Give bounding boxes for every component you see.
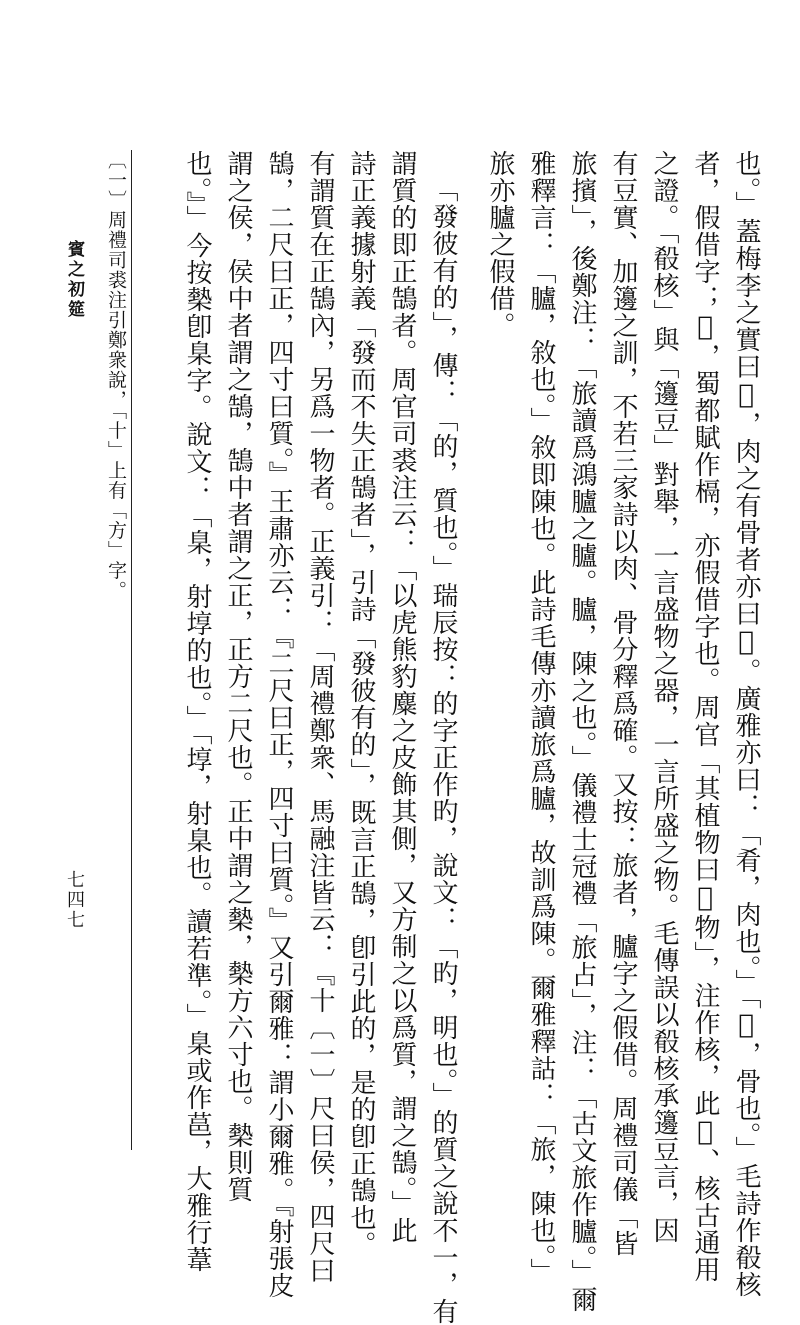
text-column: 也。』」今按槷卽臬字。說文：「臬，射埻的也。」「埻，射臬也。讀若準。」臬或作䓃，大雅行葦 xyxy=(182,150,212,1273)
text-column: 有謂質在正鵠內，另爲一物者。正義引：「周禮鄭衆、馬融注皆云：『十〔一〕尺曰侯，四尺曰 xyxy=(305,150,335,1284)
page-number: 七四七 xyxy=(64,870,85,930)
footnote: 〔一〕周禮司裘注引鄭衆說，「十」上有「方」字。 xyxy=(105,150,127,601)
footnote-rule xyxy=(131,150,132,1150)
text-column: 旅亦臚之假借。 xyxy=(485,150,515,339)
text-column: 謂之侯，侯中者謂之鵠，鵠中者謂之正，正方二尺也。正中謂之槷，槷方六寸也。槷則質 xyxy=(223,150,253,1203)
text-column: 者，假借字；𣪚，蜀都賦作槅，亦假借字也。周官「其植物曰𣪚物」，注作核，此𣪚、核古通用 xyxy=(690,150,720,1283)
text-column: 之證。「殽核」與「籩豆」對舉，一言盛物之器，一言所盛之物。毛傳誤以殽核承籩豆言，因 xyxy=(649,150,679,1244)
text-column: 謂質的即正鵠者。周官司裘注云：「以虎熊豹麋之皮飾其側，又方制之以爲質，謂之鵠。」此 xyxy=(387,150,417,1244)
text-column: 也。」蓋梅李之實曰𣪚，肉之有骨者亦曰𣪚。廣雅亦曰：「肴，肉也。」「𣪚，骨也。」毛詩作殽核 xyxy=(731,150,761,1298)
text-column: 有豆實、加籩之訓，不若三家詩以肉、骨分釋爲確。又按：旅者，臚字之假借。周禮司儀「皆 xyxy=(608,150,638,1257)
text-column: 詩正義據射義「發而不失正鵠者」，引詩「發彼有的」，既言正鵠，卽引此的，是的卽正鵠也。 xyxy=(346,150,376,1258)
text-column: 旅擯」，後鄭注：「旅讀爲鴻臚之臚。臚，陳之也。」儀禮士冠禮「旅占」，注：「古文旅作臚。」爾 xyxy=(567,150,597,1313)
running-title: 賓之初筵 xyxy=(64,240,84,320)
text-column: 「發彼有的」，傳：「的，質也。」瑞辰按：的字正作旳，說文：「旳，明也。」的質之說不一，有 xyxy=(428,176,458,1325)
text-column: 雅釋言：「臚，敘也。」敘即陳也。此詩毛傳亦讀旅爲臚，故訓爲陳。爾雅釋詁：「旅，陳也。」 xyxy=(526,150,556,1285)
text-column: 鵠，二尺曰正，四寸曰質。』王肅亦云：『二尺曰正，四寸曰質。』又引爾雅：謂小爾雅。『射張皮 xyxy=(264,150,294,1299)
